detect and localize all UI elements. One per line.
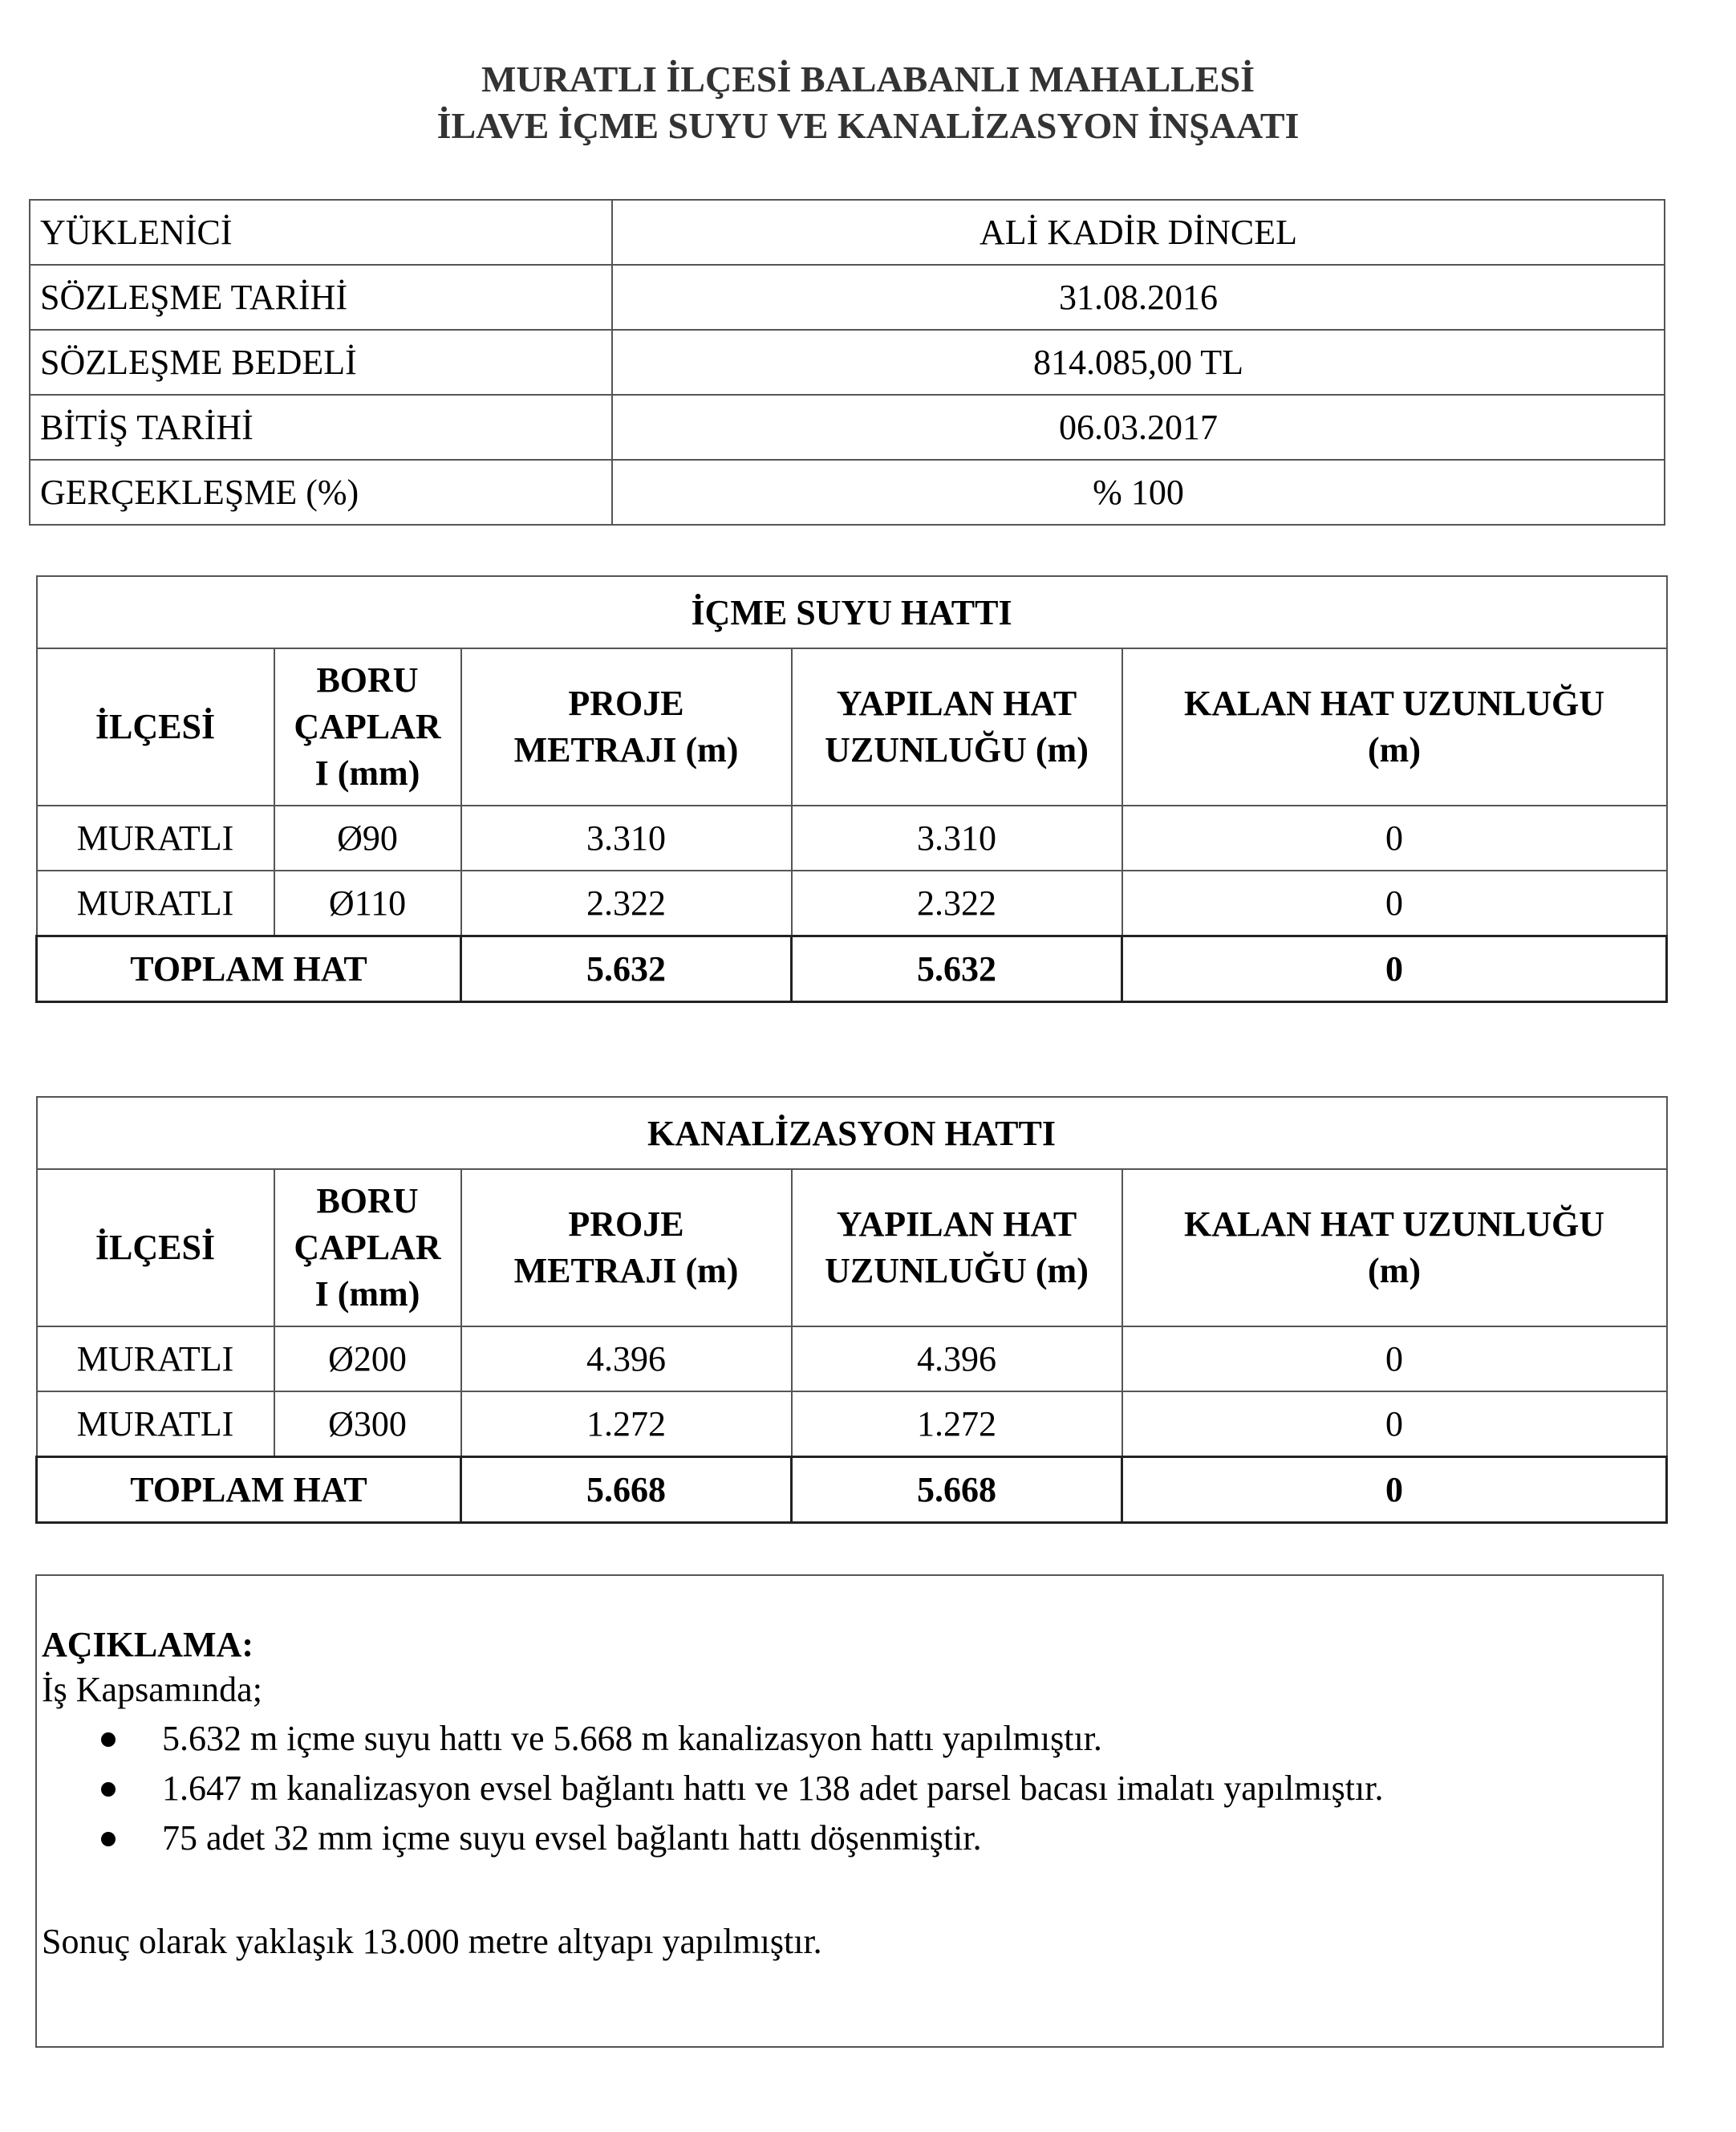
table-row: [37, 1326, 1667, 1391]
title-line-1: MURATLI İLÇESİ BALABANLI MAHALLESİ: [481, 59, 1255, 99]
cell-yapilan: 1.272: [792, 1391, 1122, 1457]
header-proje: PROJE METRAJI (m): [461, 648, 792, 806]
list-item: 75 adet 32 mm içme suyu evsel bağlantı hattı döşenmiştir.: [37, 1813, 1383, 1863]
info-label: GERÇEKLEŞME (%): [30, 460, 612, 525]
header-yapilan: YAPILAN HAT UZUNLUĞU (m): [792, 1169, 1122, 1326]
list-item: 1.647 m kanalizasyon evsel bağlantı hattı ve 138 adet parsel bacası imalatı yapılmıştır.: [37, 1764, 1383, 1813]
cell-kalan: 0: [1122, 1326, 1667, 1391]
info-row: [30, 395, 1665, 460]
cell-proje: 3.310: [461, 806, 792, 871]
cell-cap: Ø200: [274, 1326, 461, 1391]
total-yapilan: 5.668: [792, 1457, 1122, 1523]
total-row: [37, 1457, 1667, 1523]
cell-ilce: MURATLI: [37, 1391, 274, 1457]
notes-result: Sonuç olarak yaklaşık 13.000 metre altyapı yapılmıştır.: [42, 1922, 822, 1961]
total-proje: 5.668: [461, 1457, 792, 1523]
info-value: 06.03.2017: [612, 395, 1665, 460]
total-yapilan: 5.632: [792, 936, 1122, 1002]
water-line-table: [35, 575, 1668, 1003]
cell-kalan: 0: [1122, 1391, 1667, 1457]
total-row: [37, 936, 1667, 1002]
header-ilcesi: İLÇESİ: [37, 1169, 274, 1326]
notes-heading: AÇIKLAMA:: [42, 1625, 254, 1664]
header-row: [37, 1169, 1667, 1326]
header-boru: BORU ÇAPLAR I (mm): [274, 1169, 461, 1326]
cell-kalan: 0: [1122, 806, 1667, 871]
info-value: ALİ KADİR DİNCEL: [612, 200, 1665, 265]
list-item: 5.632 m içme suyu hattı ve 5.668 m kanalizasyon hattı yapılmıştır.: [37, 1714, 1383, 1764]
header-row: [37, 648, 1667, 806]
cell-proje: 4.396: [461, 1326, 792, 1391]
total-proje: 5.632: [461, 936, 792, 1002]
cell-cap: Ø110: [274, 871, 461, 936]
table-caption: İÇME SUYU HATTI: [37, 576, 1667, 648]
info-value: 814.085,00 TL: [612, 330, 1665, 395]
info-label: BİTİŞ TARİHİ: [30, 395, 612, 460]
table-caption: KANALİZASYON HATTI: [37, 1097, 1667, 1169]
header-kalan: KALAN HAT UZUNLUĞU (m): [1122, 648, 1667, 806]
notes-box: [35, 1574, 1664, 2048]
info-value: 31.08.2016: [612, 265, 1665, 330]
cell-cap: Ø300: [274, 1391, 461, 1457]
notes-list: [37, 1714, 1383, 1863]
cell-proje: 1.272: [461, 1391, 792, 1457]
cell-ilce: MURATLI: [37, 806, 274, 871]
cell-yapilan: 2.322: [792, 871, 1122, 936]
info-row: [30, 460, 1665, 525]
table-row: [37, 806, 1667, 871]
header-proje: PROJE METRAJI (m): [461, 1169, 792, 1326]
total-kalan: 0: [1122, 936, 1667, 1002]
contract-info-table: [29, 199, 1665, 526]
info-label: YÜKLENİCİ: [30, 200, 612, 265]
info-row: [30, 330, 1665, 395]
title-line-2: İLAVE İÇME SUYU VE KANALİZASYON İNŞAATI: [436, 105, 1300, 146]
cell-proje: 2.322: [461, 871, 792, 936]
sewer-line-table: [35, 1096, 1668, 1524]
document-title: [0, 56, 1736, 149]
cell-yapilan: 3.310: [792, 806, 1122, 871]
cell-cap: Ø90: [274, 806, 461, 871]
cell-ilce: MURATLI: [37, 1326, 274, 1391]
info-row: [30, 200, 1665, 265]
info-label: SÖZLEŞME BEDELİ: [30, 330, 612, 395]
total-label: TOPLAM HAT: [37, 1457, 461, 1523]
bullet-icon: [101, 1732, 116, 1747]
cell-kalan: 0: [1122, 871, 1667, 936]
header-yapilan: YAPILAN HAT UZUNLUĞU (m): [792, 648, 1122, 806]
header-kalan: KALAN HAT UZUNLUĞU (m): [1122, 1169, 1667, 1326]
notes-intro: İş Kapsamında;: [42, 1670, 262, 1709]
bullet-icon: [101, 1782, 116, 1797]
info-label: SÖZLEŞME TARİHİ: [30, 265, 612, 330]
table-row: [37, 871, 1667, 936]
bullet-icon: [101, 1832, 116, 1846]
total-kalan: 0: [1122, 1457, 1667, 1523]
cell-ilce: MURATLI: [37, 871, 274, 936]
total-label: TOPLAM HAT: [37, 936, 461, 1002]
cell-yapilan: 4.396: [792, 1326, 1122, 1391]
table-row: [37, 1391, 1667, 1457]
info-row: [30, 265, 1665, 330]
header-ilcesi: İLÇESİ: [37, 648, 274, 806]
info-value: % 100: [612, 460, 1665, 525]
header-boru: BORU ÇAPLAR I (mm): [274, 648, 461, 806]
